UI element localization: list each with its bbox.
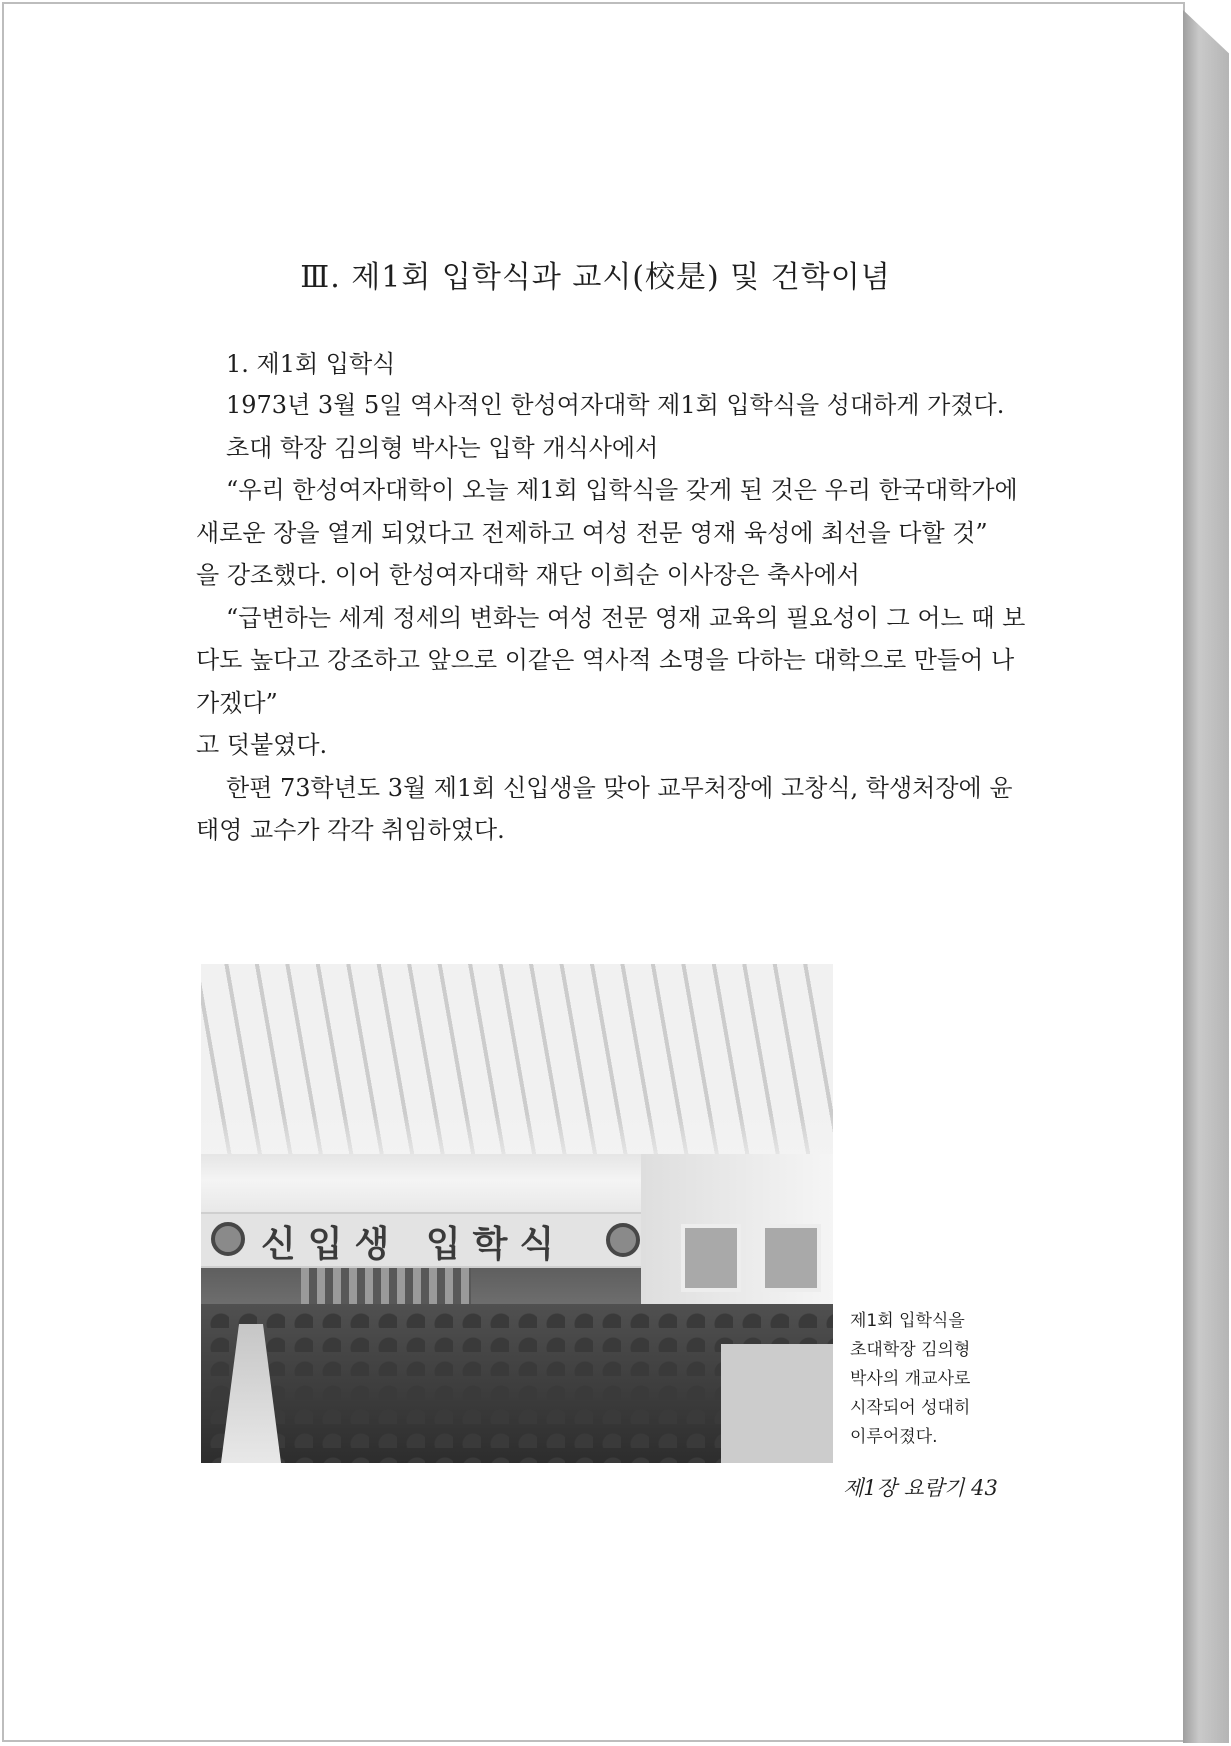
paragraph: 고 덧붙였다. [196,731,328,759]
page-folio: 제1장 요람기 43 [843,1476,998,1500]
paragraph: 1973년 3월 5일 역사적인 한성여자대학 제1회 입학식을 성대하게 가졌다. [226,391,1005,419]
emblem-icon [606,1223,640,1257]
document-page [2,2,1185,1742]
caption-line: 시작되어 성대히 [850,1398,971,1418]
entrance-ceremony-photo [201,964,833,1463]
caption-line: 이루어졌다. [850,1427,938,1447]
photo-caption [850,1307,970,1452]
page-edge [1183,10,1229,1743]
photo-window [681,1224,741,1292]
paragraph: 을 강조했다. 이어 한성여자대학 재단 이희순 이사장은 축사에서 [196,561,860,589]
quote-paragraph: “우리 한성여자대학이 오늘 제1회 입학식을 갖게 된 것은 우리 한국대학가에 새로운 장을 열게 되었다고 전제하고 여성 전문 영재 육성에 최선을 다할 것” [196,476,1018,547]
body-text [196,384,1028,852]
section-title: 1. 제1회 입학식 [226,350,396,378]
chapter-title: Ⅲ. 제1회 입학식과 교시(校是) 및 건학이념 [300,260,891,295]
emblem-icon [211,1222,245,1256]
photo-floor [721,1344,833,1463]
photo-window [761,1224,821,1292]
photo-banner-text: 신입생 입학식 [261,1224,567,1265]
paragraph: 초대 학장 김의형 박사는 입학 개식사에서 [226,433,659,462]
caption-line: 제1회 입학식을 [850,1311,965,1331]
quote-paragraph: “급변하는 세계 정세의 변화는 여성 전문 영재 교육의 필요성이 그 어느 때 보다도 높다고 강조하고 앞으로 이같은 역사적 소명을 다하는 대학으로 만들어 나가겠다” [196,603,1026,717]
paragraph: 한편 73학년도 3월 제1회 신입생을 맞아 교무처장에 고창식, 학생처장에 윤태영 교수가 각각 취임하였다. [196,773,1013,844]
caption-line: 박사의 개교사로 [850,1369,971,1389]
caption-line: 초대학장 김의형 [850,1340,971,1360]
